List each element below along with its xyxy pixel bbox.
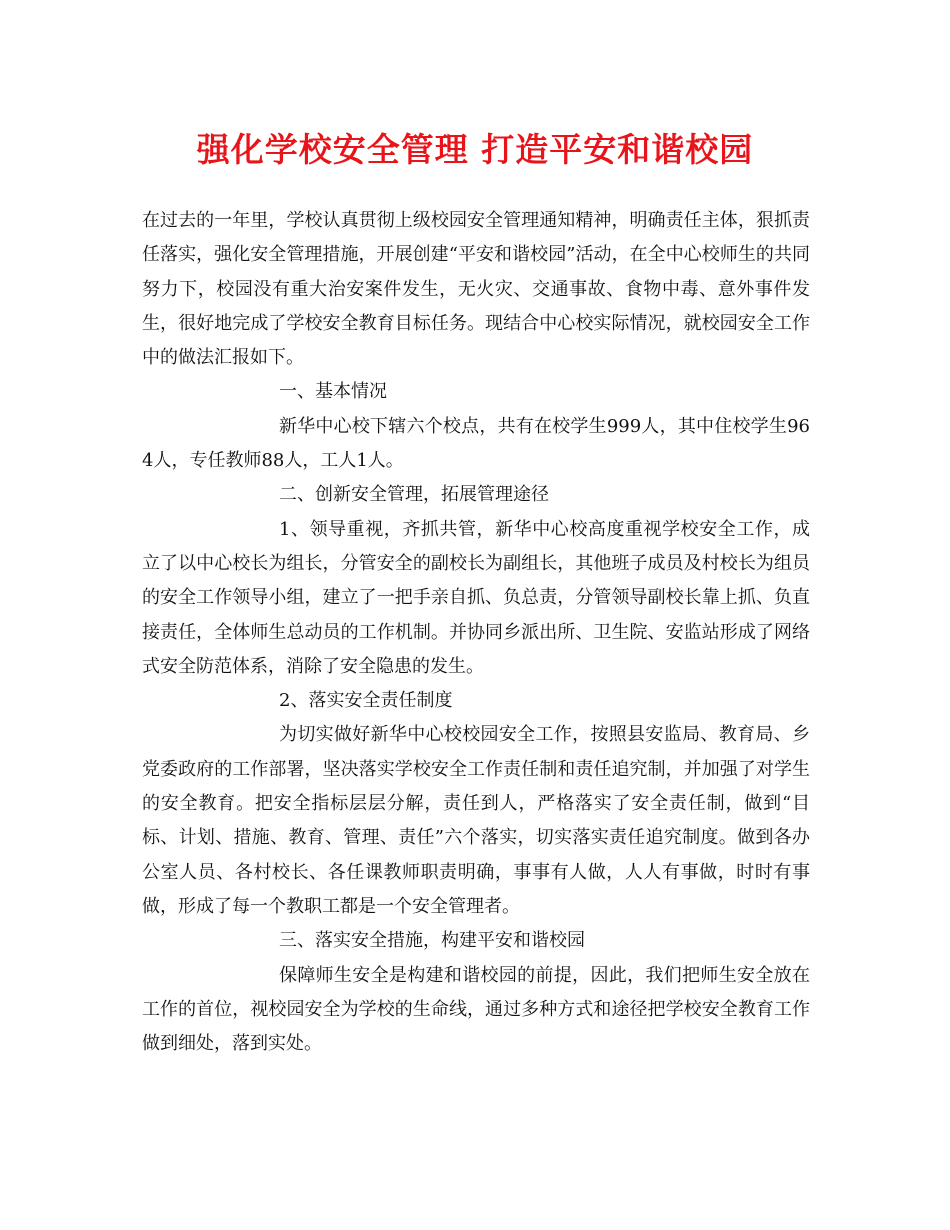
section-heading-basic-situation: 一、基本情况	[279, 381, 387, 403]
section-heading-safety-measures: 三、落实安全措施，构建平安和谐校园	[279, 930, 585, 952]
document-title: 强化学校安全管理 打造平安和谐校园	[196, 130, 754, 169]
paragraph-safety-measures: 保障师生安全是构建和谐校园的前提，因此，我们把师生安全放在工作的首位，视校园安全为学校的生命线，通过多种方式和途径把学校安全教育工作做到细处，落到实处。	[142, 964, 810, 1055]
paragraph-basic-situation: 新华中心校下辖六个校点，共有在校学生999人，其中住校学生964人，专任教师88人，工人1人。	[142, 415, 810, 472]
section-heading-innovate-management: 二、创新安全管理，拓展管理途径	[279, 484, 549, 506]
document-body	[142, 204, 810, 1061]
paragraph-intro: 在过去的一年里，学校认真贯彻上级校园安全管理通知精神，明确责任主体，狠抓责任落实，强化安全管理措施，开展创建“平安和谐校园”活动，在全中心校师生的共同努力下，校园没有重大治安案件发生，无火灾、交通事故、食物中毒、意外事件发生，很好地完成了学校安全教育目标任务。现结合中心校实际情况，就校园安全工作中的做法汇报如下。	[142, 210, 810, 369]
paragraph-responsibility-system: 为切实做好新华中心校校园安全工作，按照县安监局、教育局、乡党委政府的工作部署，坚决落实学校安全工作责任制和责任追究制，并加强了对学生的安全教育。把安全指标层层分解，责任到人，严格落实了安全责任制，做到“目标、计划、措施、教育、管理、责任”六个落实，切实落实责任追究制度。做到各办公室人员、各村校长、各任课教师职责明确，事事有人做，人人有事做，时时有事做，形成了每一个教职工都是一个安全管理者。	[142, 724, 810, 917]
subheading-responsibility-system: 2、落实安全责任制度	[279, 690, 453, 712]
paragraph-leadership: 1、领导重视，齐抓共管，新华中心校高度重视学校安全工作，成立了以中心校长为组长，分管安全的副校长为副组长，其他班子成员及村校长为组员的安全工作领导小组，建立了一把手亲自抓、负总责，分管领导副校长靠上抓、负直接责任，全体师生总动员的工作机制。并协同乡派出所、卫生院、安监站形成了网络式安全防范体系，消除了安全隐患的发生。	[142, 518, 810, 677]
